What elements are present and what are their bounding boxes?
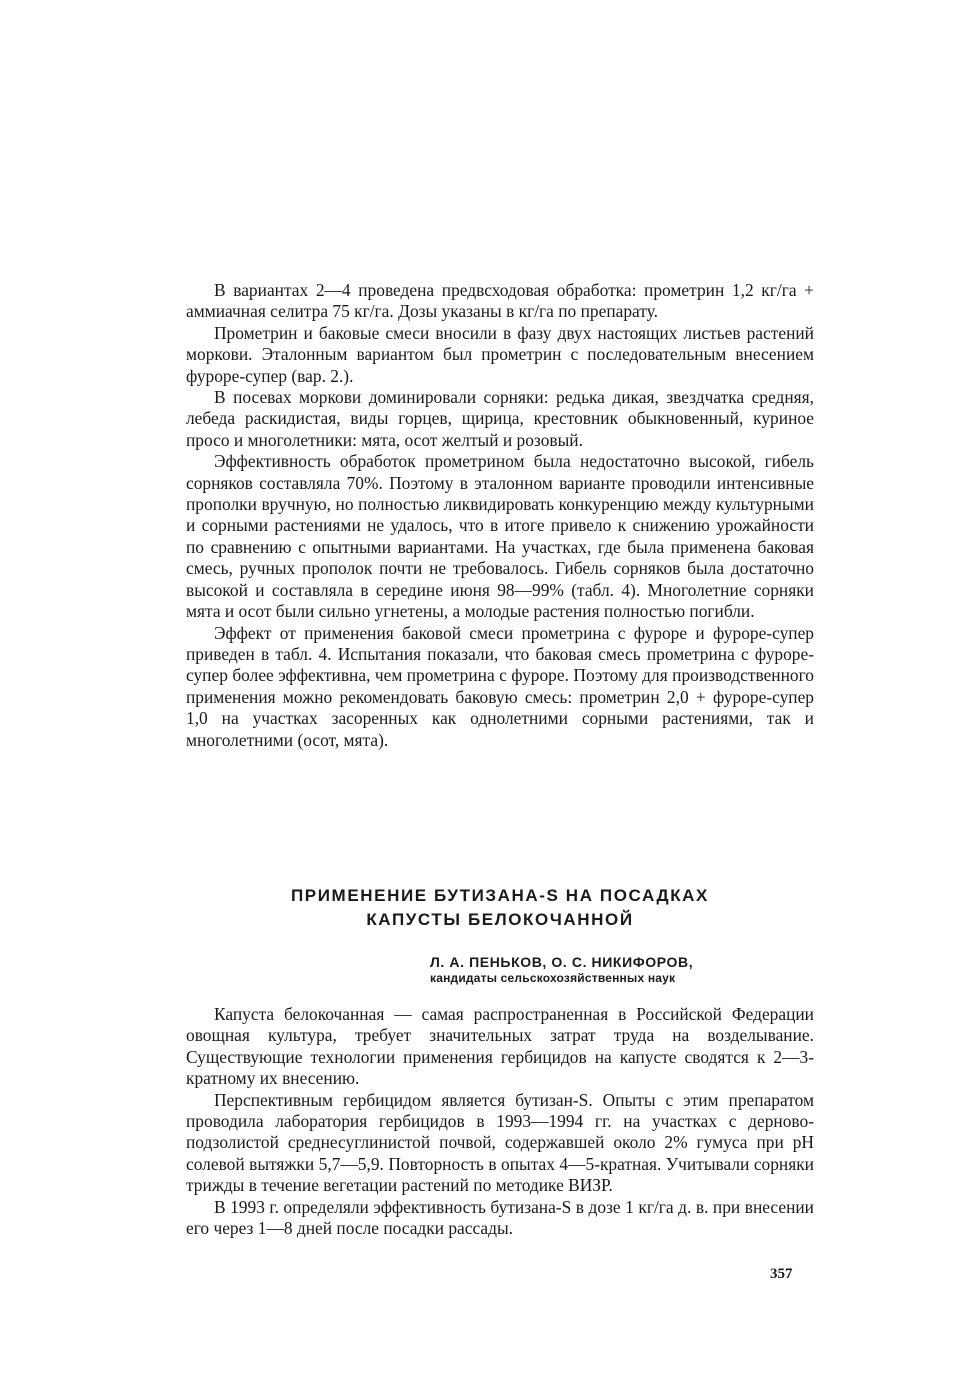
article-body <box>186 1004 814 1239</box>
paragraph: В вариантах 2—4 проведена предвсходовая обработка: прометрин 1,2 кг/га + аммиачная селитра 75 кг/га. Дозы указаны в кг/га по препарату. <box>186 280 814 322</box>
paragraph: В посевах моркови доминировали сорняки: редька дикая, звездчатка средняя, лебеда раскидистая, виды горцев, щирица, крестовник обыкновенный, куриное просо и многолетники: мята, осот желтый и розовый. <box>186 387 814 450</box>
author-credentials: кандидаты сельскохозяйственных наук <box>430 971 676 985</box>
article-byline <box>430 954 814 986</box>
paragraph: Перспективным гербицидом является бутизан-S. Опыты с этим препаратом проводила лаборатория гербицидов в 1993—1994 гг. на участках с дерново-подзолистой среднесуглинистой почвой, содержавшей около 2% гумуса при рН солевой вытяжки 5,7—5,9. Повторность в опытах 4—5-кратная. Учитывали сорняки трижды в течение вегетации растений по методике ВИЗР. <box>186 1089 814 1196</box>
paragraph: Прометрин и баковые смеси вносили в фазу двух настоящих листьев растений моркови. Эталонным вариантом был прометрин с последовательным внесением фуроре-супер (вар. 2.). <box>186 322 814 386</box>
article-title-line-1: ПРИМЕНЕНИЕ БУТИЗАНА-S НА ПОСАДКАХ <box>290 886 709 905</box>
paragraph: В 1993 г. определяли эффективность бутизана-S в дозе 1 кг/га д. в. при внесении его через 1—8 дней после посадки рассады. <box>186 1196 814 1239</box>
paragraph: Эффективность обработок прометрином была недостаточно высокой, гибель сорняков составляла 70%. Поэтому в эталонном варианте проводили интенсивные прополки вручную, но полностью ликвидировать конкуренцию между культурными и сорными растениями не удалось, что в итоге привело к снижению урожайности по сравнению с опытными вариантами. На участках, где была применена баковая смесь, ручных прополок почти не требовалось. Гибель сорняков была достаточно высокой и составляла в середине июня 98—99% (табл. 4). Многолетние сорняки мята и осот были сильно угнетены, а молодые растения полностью погибли. <box>186 451 814 622</box>
article-title <box>186 884 814 932</box>
paragraph: Эффект от применения баковой смеси прометрина с фуроре и фуроре-супер приведен в табл. 4. Испытания показали, что баковая смесь прометрина с фуроре-супер более эффективна, чем прометрина с фуроре. Поэтому для производственного применения можно рекомендовать баковую смесь: прометрин 2,0 + фуроре-супер 1,0 на участках засоренных как однолетними сорными растениями, так и многолетними (осот, мята). <box>186 622 814 750</box>
author-names: Л. А. ПЕНЬКОВ, О. С. НИКИФОРОВ, <box>430 954 694 970</box>
section-one-body <box>186 280 814 751</box>
paragraph: Капуста белокочанная — самая распространенная в Российской Федерации овощная культура, требует значительных затрат труда на возделывание. Существующие технологии применения гербицидов на капусте сводятся к 2—3-кратному их внесению. <box>186 1004 814 1089</box>
article-title-line-2: КАПУСТЫ БЕЛОКОЧАННОЙ <box>366 910 634 929</box>
page-number: 357 <box>770 1266 793 1282</box>
